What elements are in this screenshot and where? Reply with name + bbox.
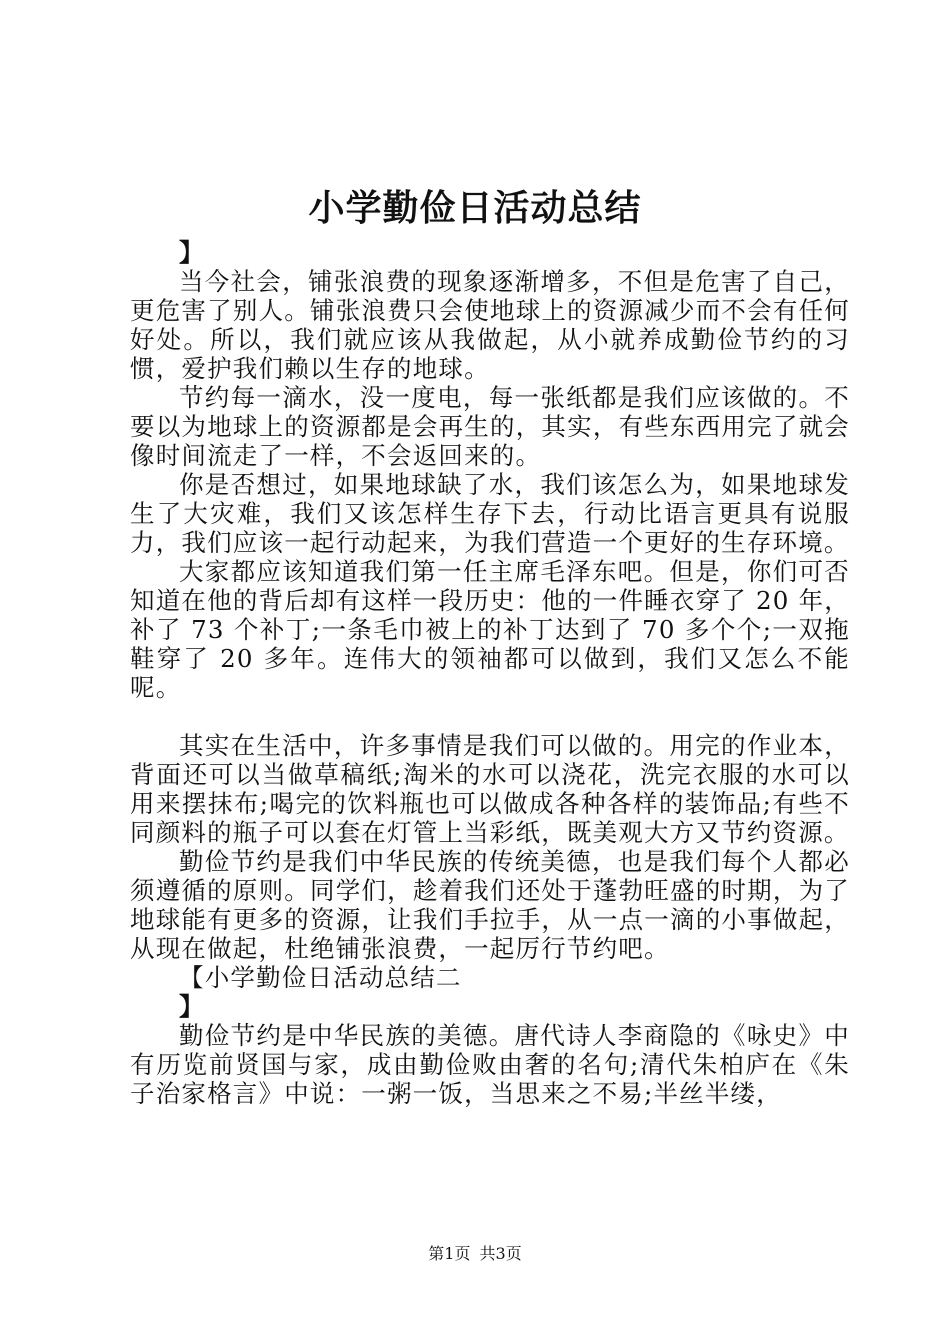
document-body xyxy=(130,238,850,1108)
paragraph: 大家都应该知道我们第一任主席毛泽东吧。但是，你们可否知道在他的背后却有这样一段历史：他的一件睡衣穿了 20 年，补了 73 个补丁;一条毛巾被上的补丁达到了 70 多个个;一双拖鞋穿了 20 多年。连伟大的领袖都可以做到，我们又怎么不能呢。 xyxy=(130,557,850,702)
paragraph: 你是否想过，如果地球缺了水，我们该怎么为，如果地球发生了大灾难，我们又该怎样生存下去，行动比语言更具有说服力，我们应该一起行动起来，为我们营造一个更好的生存环境。 xyxy=(130,470,850,557)
page-number: 第1页 xyxy=(428,1244,471,1263)
page-total: 共3页 xyxy=(479,1244,522,1263)
section-bracket-close: 】 xyxy=(179,238,205,267)
section-heading: 【小学勤俭日活动总结二 xyxy=(179,963,462,992)
paragraph: 节约每一滴水，没一度电，每一张纸都是我们应该做的。不要以为地球上的资源都是会再生的，其实，有些东西用完了就会像时间流走了一样，不会返回来的。 xyxy=(130,383,850,470)
blank-line xyxy=(130,702,850,731)
paragraph: 当今社会，铺张浪费的现象逐渐增多，不但是危害了自己，更危害了别人。铺张浪费只会使地球上的资源减少而不会有任何好处。所以，我们就应该从我做起，从小就养成勤俭节约的习惯，爱护我们赖以生存的地球。 xyxy=(130,267,850,383)
page-footer xyxy=(0,1244,950,1264)
paragraph: 勤俭节约是我们中华民族的传统美德，也是我们每个人都必须遵循的原则。同学们，趁着我们还处于蓬勃旺盛的时期，为了地球能有更多的资源，让我们手拉手，从一点一滴的小事做起，从现在做起，杜绝铺张浪费，一起厉行节约吧。 xyxy=(130,847,850,963)
section-bracket-close: 】 xyxy=(179,992,205,1021)
paragraph: 其实在生活中，许多事情是我们可以做的。用完的作业本，背面还可以当做草稿纸;淘米的水可以浇花，洗完衣服的水可以用来摆抹布;喝完的饮料瓶也可以做成各种各样的装饰品;有些不同颜料的瓶子可以套在灯管上当彩纸，既美观大方又节约资源。 xyxy=(130,731,850,847)
document-title: 小学勤俭日活动总结 xyxy=(308,187,642,229)
paragraph: 勤俭节约是中华民族的美德。唐代诗人李商隐的《咏史》中有历览前贤国与家，成由勤俭败由奢的名句;清代朱柏庐在《朱子治家格言》中说：一粥一饭，当思来之不易;半丝半缕， xyxy=(130,1021,850,1108)
